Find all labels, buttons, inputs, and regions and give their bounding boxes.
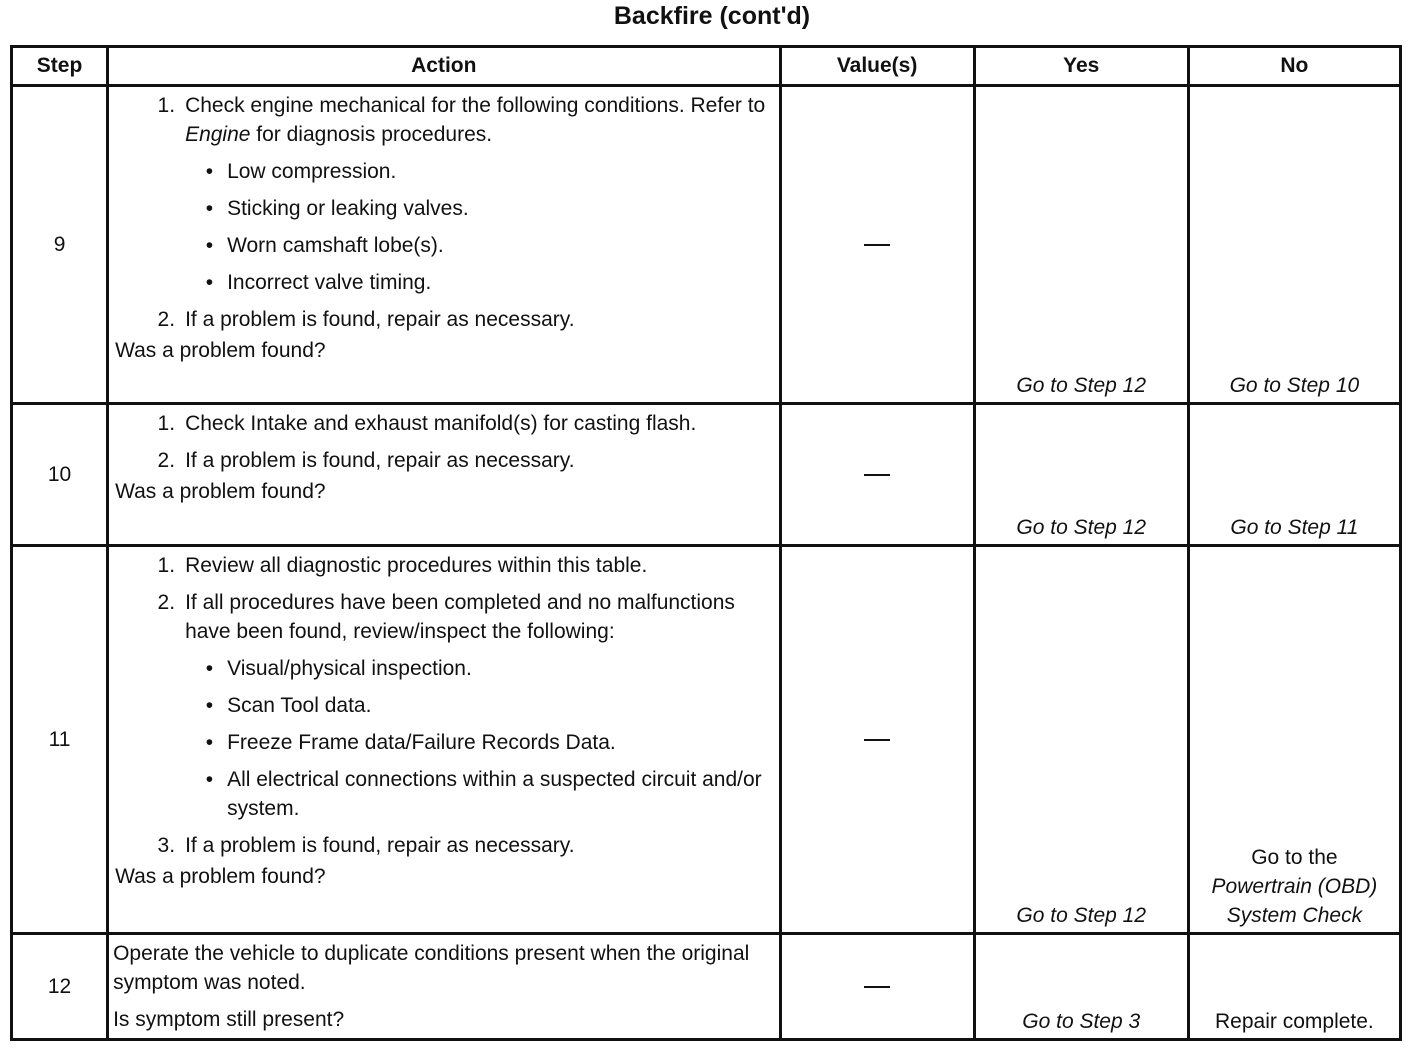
- dash-icon: [864, 739, 890, 741]
- header-step: Step: [12, 47, 108, 86]
- bullet-item: • Freeze Frame data/Failure Records Data.: [205, 731, 616, 754]
- no-cell: Repair complete.: [1188, 934, 1400, 1040]
- bullet-item: • Low compression.: [205, 160, 397, 183]
- bullet-item: • Scan Tool data.: [205, 694, 372, 717]
- bullet-item: • Incorrect valve timing.: [205, 271, 432, 294]
- table-row: [12, 404, 1401, 546]
- action-cell: [108, 86, 780, 404]
- step-number: 12: [12, 934, 108, 1040]
- action-item: 2. If a problem is found, repair as necessary.: [157, 449, 575, 472]
- step-number: 11: [12, 546, 108, 934]
- action-cell: [108, 934, 780, 1040]
- question-text: Was a problem found?: [115, 339, 326, 362]
- question-text: Was a problem found?: [115, 865, 326, 888]
- action-cell: [108, 404, 780, 546]
- header-values: Value(s): [780, 47, 974, 86]
- header-row: [12, 47, 1401, 86]
- dash-icon: [864, 244, 890, 246]
- step-number: 10: [12, 404, 108, 546]
- value-cell: [780, 86, 974, 404]
- header-yes: Yes: [974, 47, 1188, 86]
- dash-icon: [864, 986, 890, 988]
- no-cell: Go to Step 10: [1188, 86, 1400, 404]
- bullet-item: • Sticking or leaking valves.: [205, 197, 469, 220]
- header-no: No: [1188, 47, 1400, 86]
- no-cell: Go to the Powertrain (OBD) System Check: [1188, 546, 1400, 934]
- action-item: 2. If all procedures have been completed and no malfunctions have been found, review/inspect the following:: [157, 591, 735, 643]
- value-cell: [780, 546, 974, 934]
- question-text: Is symptom still present?: [113, 1008, 345, 1031]
- action-item: 1. Check Intake and exhaust manifold(s) for casting flash.: [157, 412, 697, 435]
- yes-cell: Go to Step 12: [974, 546, 1188, 934]
- action-item: 1. Check engine mechanical for the following conditions. Refer to Engine for diagnosis procedures.: [157, 94, 766, 146]
- question-text: Was a problem found?: [115, 480, 326, 503]
- table-row: [12, 86, 1401, 404]
- bullet-item: • Worn camshaft lobe(s).: [205, 234, 444, 257]
- action-cell: [108, 546, 780, 934]
- page-title: Backfire (cont'd): [613, 2, 811, 30]
- value-cell: [780, 934, 974, 1040]
- table-row: [12, 546, 1401, 934]
- yes-cell: Go to Step 12: [974, 86, 1188, 404]
- step-number: 9: [12, 86, 108, 404]
- action-item: 1. Review all diagnostic procedures within this table.: [157, 554, 648, 577]
- no-cell: Go to Step 11: [1188, 404, 1400, 546]
- table-row: [12, 934, 1401, 1040]
- yes-cell: Go to Step 3: [974, 934, 1188, 1040]
- yes-cell: Go to Step 12: [974, 404, 1188, 546]
- action-text: Operate the vehicle to duplicate conditions present when the original symptom was noted.: [113, 942, 750, 994]
- bullet-item: • Visual/physical inspection.: [205, 657, 472, 680]
- value-cell: [780, 404, 974, 546]
- action-item: 3. If a problem is found, repair as necessary.: [157, 834, 575, 857]
- header-action: Action: [108, 47, 780, 86]
- dash-icon: [864, 474, 890, 476]
- diagnostic-table: [10, 45, 1402, 1041]
- bullet-item: • All electrical connections within a suspected circuit and/or system.: [205, 768, 762, 820]
- action-item: 2. If a problem is found, repair as necessary.: [157, 308, 575, 331]
